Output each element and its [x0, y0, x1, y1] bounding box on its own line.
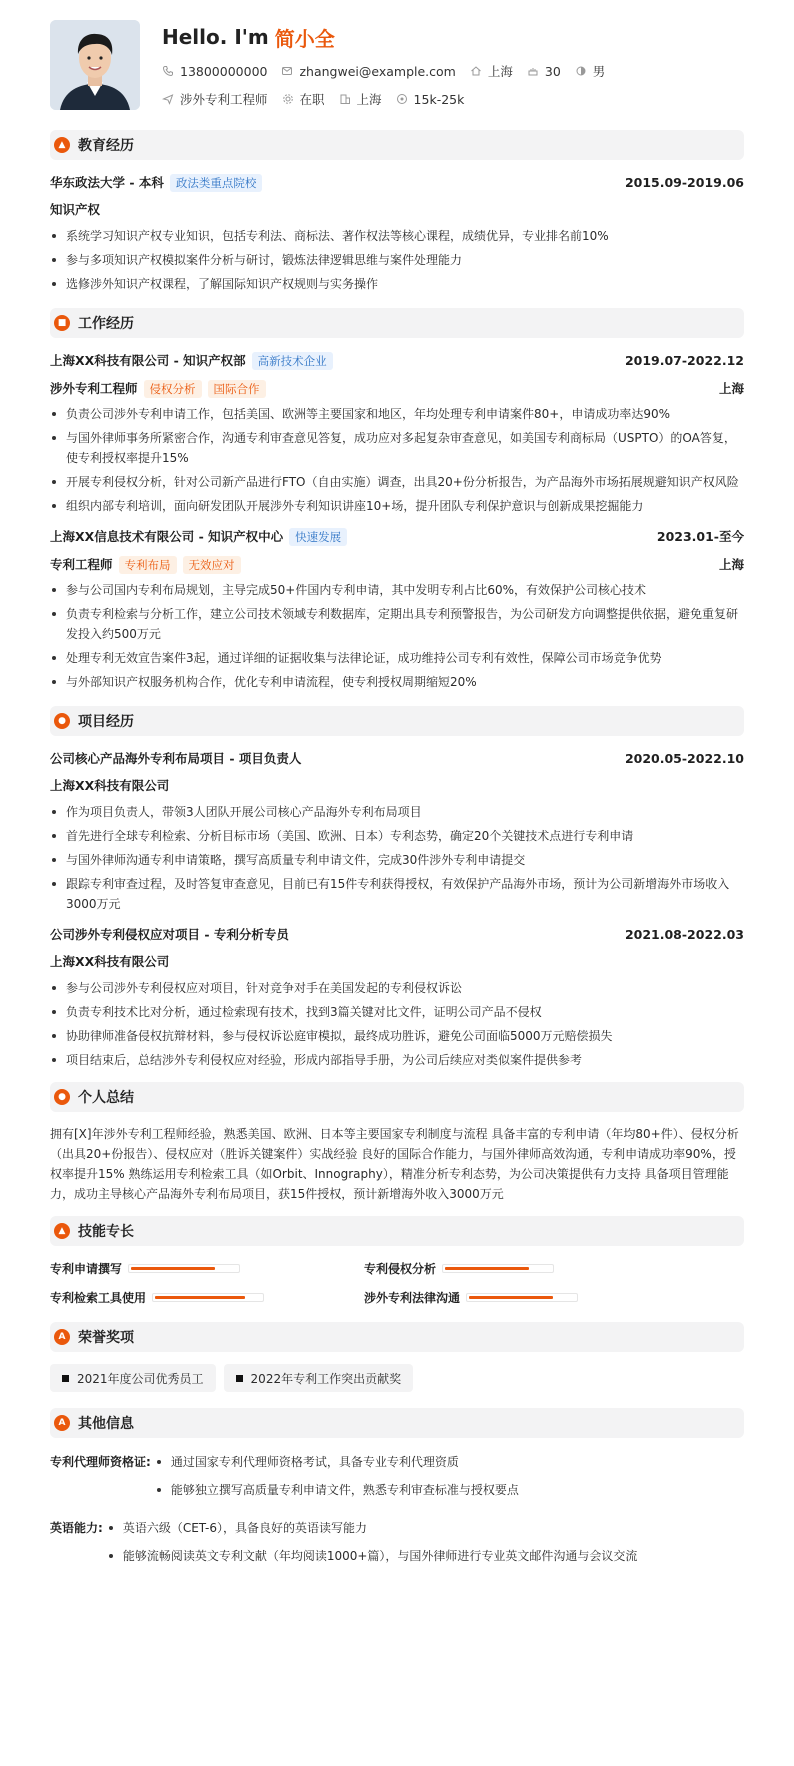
list-item: 参与公司国内专利布局规划，主导完成50+件国内专利申请，其中发明专利占比60%，有效保护公司核心技术	[50, 580, 744, 600]
list-item: 与外部知识产权服务机构合作，优化专利申请流程，使专利授权周期缩短20%	[50, 672, 744, 692]
company-tag: 快速发展	[289, 528, 347, 546]
project-date: 2021.08-2022.03	[624, 926, 744, 942]
user-icon: ●	[54, 1089, 70, 1105]
gear-icon	[282, 93, 294, 105]
skills-section-header	[50, 1216, 744, 1246]
other-section-header	[50, 1408, 744, 1438]
list-item: 负责专利技术比对分析，通过检索现有技术，找到3篇关键对比文件，证明公司产品不侵权	[50, 1002, 744, 1022]
work-location: 上海	[718, 557, 744, 572]
company-line	[50, 527, 347, 546]
send-icon	[162, 93, 174, 105]
work-section-header	[50, 308, 744, 338]
avatar	[50, 20, 140, 110]
skill-bar	[128, 1264, 240, 1273]
list-item: 协助律师准备侵权抗辩材料，参与侵权诉讼庭审模拟，最终成功胜诉，避免公司面临5000万元赔偿损失	[50, 1026, 744, 1046]
education-bullets	[50, 226, 744, 294]
gender-item	[575, 62, 606, 80]
building-icon	[339, 93, 351, 105]
list-item: 通过国家专利代理师资格考试，具备专业专利代理资质	[155, 1452, 519, 1472]
cake-icon	[527, 65, 539, 77]
list-item: 能够独立撰写高质量专利申请文件，熟悉专利审查标准与授权要点	[155, 1480, 519, 1500]
project-icon: ●	[54, 713, 70, 729]
target-city: 上海	[356, 92, 382, 107]
briefcase-icon: ■	[54, 315, 70, 331]
email-address: zhangwei@example.com	[299, 63, 456, 79]
honors-section-header	[50, 1322, 744, 1352]
section-title: 个人总结	[78, 1090, 134, 1106]
phone-item	[162, 64, 267, 79]
school-tag: 政法类重点院校	[170, 174, 263, 192]
project-date: 2020.05-2022.10	[624, 750, 744, 766]
other-bullets	[107, 1518, 638, 1574]
project-entry	[50, 918, 744, 1070]
job-item	[162, 90, 268, 108]
work-entry	[50, 338, 744, 516]
project-bullets	[50, 802, 744, 914]
work-date: 2019.07-2022.12	[624, 352, 744, 368]
honor-item	[224, 1364, 414, 1392]
major: 知识产权	[50, 202, 101, 217]
work-entry	[50, 520, 744, 692]
job-title: 涉外专利工程师	[180, 92, 268, 107]
list-item: 参与公司涉外专利侵权应对项目，针对竞争对手在美国发起的专利侵权诉讼	[50, 978, 744, 998]
role-line	[50, 555, 241, 574]
skill-bar-fill	[469, 1296, 553, 1299]
other-group	[50, 1518, 744, 1574]
square-bullet-icon	[236, 1375, 243, 1382]
other-label: 专利代理师资格证:	[50, 1455, 151, 1469]
skill-item	[364, 1260, 678, 1277]
job-intent-row	[162, 90, 619, 108]
honor-text: 2021年度公司优秀员工	[77, 1371, 204, 1386]
greeting	[162, 22, 619, 52]
status-item	[282, 90, 325, 108]
skill-name: 专利检索工具使用	[50, 1291, 147, 1305]
company-line	[50, 351, 333, 370]
section-title: 教育经历	[78, 138, 134, 154]
award-icon: A	[54, 1329, 70, 1345]
work-date: 2023.01-至今	[656, 529, 744, 544]
graduation-cap-icon: ▲	[54, 137, 70, 153]
project-bullets	[50, 978, 744, 1070]
honor-text: 2022年专利工作突出贡献奖	[250, 1371, 402, 1386]
honor-item	[50, 1364, 216, 1392]
coin-icon	[396, 93, 408, 105]
role-tag: 国际合作	[208, 380, 266, 398]
skill-bar-fill	[445, 1267, 529, 1270]
phone-number: 13800000000	[180, 63, 268, 79]
role-title: 专利工程师	[50, 556, 113, 572]
contact-row	[162, 62, 619, 80]
project-entry	[50, 736, 744, 914]
email-item	[281, 64, 455, 79]
education-entry	[50, 160, 744, 294]
skill-name: 专利申请撰写	[50, 1262, 123, 1276]
section-title: 技能专长	[78, 1224, 134, 1240]
list-item: 首先进行全球专利检索、分析目标市场（美国、欧洲、日本）专利态势，确定20个关键技术点进行专利申请	[50, 826, 744, 846]
square-bullet-icon	[62, 1375, 69, 1382]
work-bullets	[50, 580, 744, 692]
home-icon	[470, 65, 482, 77]
list-item: 开展专利侵权分析，针对公司新产品进行FTO（自由实施）调查，出具20+份分析报告，为产品海外市场拓展规避知识产权风险	[50, 472, 744, 492]
job-status: 在职	[299, 92, 325, 107]
skill-item	[364, 1289, 678, 1306]
work-location: 上海	[718, 381, 744, 396]
list-item: 选修涉外知识产权课程，了解国际知识产权规则与实务操作	[50, 274, 744, 294]
gender-icon	[575, 65, 587, 77]
city: 上海	[487, 64, 513, 79]
project-name: 公司核心产品海外专利布局项目 - 项目负责人	[50, 751, 302, 766]
project-org: 上海XX科技有限公司	[50, 778, 170, 793]
honors-list	[50, 1364, 744, 1392]
phone-icon	[162, 65, 174, 77]
list-item: 项目结束后，总结涉外专利侵权应对经验，形成内部指导手册，为公司后续应对类似案件提供参考	[50, 1050, 744, 1070]
education-date: 2015.09-2019.06	[624, 174, 744, 190]
section-title: 项目经历	[78, 714, 134, 730]
list-item: 与国外律师事务所紧密合作，沟通专利审查意见答复，成功应对多起复杂审查意见，如美国专利商标局（USPTO）的OA答复，使专利授权率提升15%	[50, 428, 744, 468]
list-item: 负责公司涉外专利申请工作，包括美国、欧洲等主要国家和地区，年均处理专利申请案件80+，申请成功率达90%	[50, 404, 744, 424]
company-name: 上海XX科技有限公司 - 知识产权部	[50, 352, 246, 368]
section-title: 其他信息	[78, 1416, 134, 1432]
education-section-header	[50, 130, 744, 160]
work-bullets	[50, 404, 744, 516]
school-line	[50, 173, 262, 192]
project-name: 公司涉外专利侵权应对项目 - 专利分析专员	[50, 927, 289, 942]
other-group	[50, 1452, 744, 1508]
salary: 15k-25k	[413, 91, 465, 107]
gender: 男	[592, 64, 606, 79]
skill-bar	[442, 1264, 554, 1273]
info-icon: A	[54, 1415, 70, 1431]
age: 30	[544, 63, 561, 79]
list-item: 负责专利检索与分析工作，建立公司技术领域专利数据库，定期出具专利预警报告，为公司研发方向调整提供依据，避免重复研发投入约500万元	[50, 604, 744, 644]
school-name: 华东政法大学 - 本科	[50, 174, 164, 190]
list-item: 系统学习知识产权专业知识，包括专利法、商标法、著作权法等核心课程，成绩优异，专业排名前10%	[50, 226, 744, 246]
section-title: 工作经历	[78, 316, 134, 332]
summary-section-header	[50, 1082, 744, 1112]
role-tag: 侵权分析	[144, 380, 202, 398]
skill-bar	[466, 1293, 578, 1302]
chart-icon: ▲	[54, 1223, 70, 1239]
list-item: 参与多项知识产权模拟案件分析与研讨，锻炼法律逻辑思维与案件处理能力	[50, 250, 744, 270]
skill-bar-fill	[131, 1267, 215, 1270]
other-bullets	[155, 1452, 519, 1508]
role-line	[50, 379, 266, 398]
skill-item	[50, 1289, 364, 1306]
greeting-text: Hello. I'm	[162, 25, 269, 49]
skill-name: 专利侵权分析	[364, 1262, 437, 1276]
other-label: 英语能力:	[50, 1521, 103, 1535]
list-item: 组织内部专利培训，面向研发团队开展涉外专利知识讲座10+场，提升团队专利保护意识与创新成果挖掘能力	[50, 496, 744, 516]
age-item	[527, 64, 561, 79]
role-tag: 专利布局	[119, 556, 177, 574]
skill-bar-fill	[155, 1296, 245, 1299]
salary-item	[396, 92, 465, 107]
list-item: 能够流畅阅读英文专利文献（年均阅读1000+篇），与国外律师进行专业英文邮件沟通与会议交流	[107, 1546, 638, 1566]
candidate-name: 简小全	[274, 26, 335, 51]
resume-header	[50, 20, 744, 130]
role-tag: 无效应对	[183, 556, 241, 574]
skill-item	[50, 1260, 364, 1277]
company-name: 上海XX信息技术有限公司 - 知识产权中心	[50, 528, 284, 544]
mail-icon	[281, 65, 293, 77]
company-tag: 高新技术企业	[252, 352, 333, 370]
list-item: 英语六级（CET-6），具备良好的英语读写能力	[107, 1518, 638, 1538]
list-item: 处理专利无效宣告案件3起，通过详细的证据收集与法律论证，成功维持公司专利有效性，保障公司市场竞争优势	[50, 648, 744, 668]
target-city-item	[339, 90, 382, 108]
section-title: 荣誉奖项	[78, 1330, 134, 1346]
list-item: 跟踪专利审查过程，及时答复审查意见，目前已有15件专利获得授权，有效保护产品海外市场，预计为公司新增海外市场收入3000万元	[50, 874, 744, 914]
skill-bar	[152, 1293, 264, 1302]
skill-name: 涉外专利法律沟通	[364, 1291, 461, 1305]
summary-text: 拥有[X]年涉外专利工程师经验，熟悉美国、欧洲、日本等主要国家专利制度与流程 具备丰富的专利申请（年均80+件）、侵权分析（出具20+份报告）、侵权应对（胜诉关键案件）实战经验 良好的国际合作能力，与国外律师高效沟通，专利申请成功率90%，授权率提升15% 熟练运用专利检索工具（如Orbit、Innography），精准分析专利态势，为公司决策提供有力支持 具备项目管理能力，成功主导核心产品海外专利布局项目，获15件授权，预计新增海外收入3000万元	[50, 1127, 739, 1201]
list-item: 与国外律师沟通专利申请策略，撰写高质量专利申请文件，完成30件涉外专利申请提交	[50, 850, 744, 870]
role-title: 涉外专利工程师	[50, 380, 138, 396]
skills-grid	[50, 1260, 744, 1306]
city-item	[470, 62, 513, 80]
project-section-header	[50, 706, 744, 736]
list-item: 作为项目负责人，带领3人团队开展公司核心产品海外专利布局项目	[50, 802, 744, 822]
project-org: 上海XX科技有限公司	[50, 954, 170, 969]
